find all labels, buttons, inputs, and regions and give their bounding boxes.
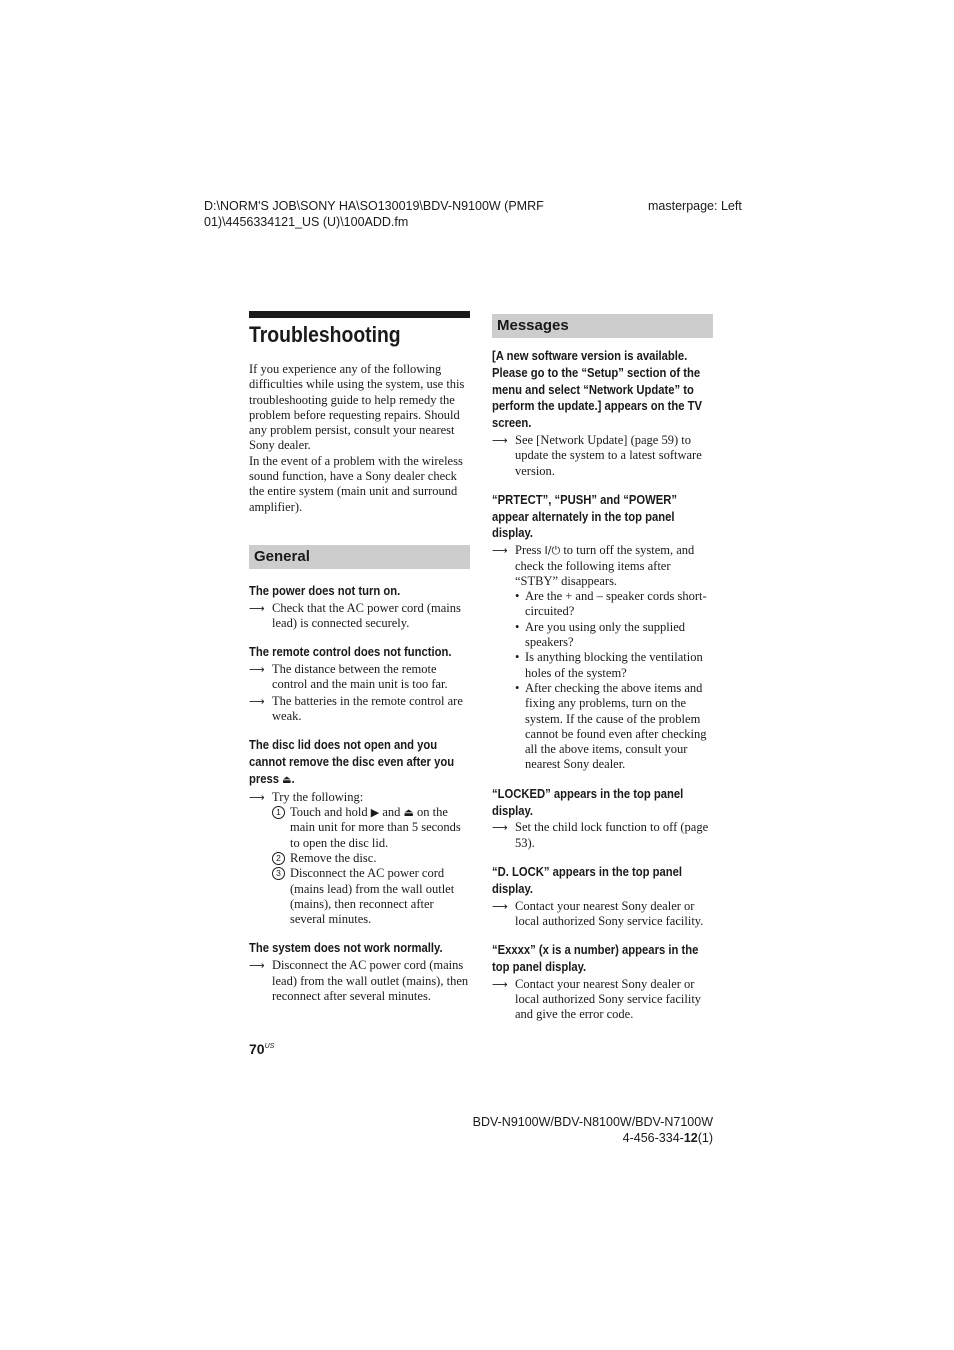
right-arrow-icon: ⟶	[492, 544, 508, 558]
message-protect	[492, 492, 713, 773]
question-power: The power does not turn on.	[249, 583, 401, 598]
eject-icon: ⏏	[403, 806, 414, 820]
page-title: Troubleshooting	[249, 322, 401, 347]
left-column	[249, 311, 470, 1017]
message-locked	[492, 786, 713, 851]
message-error-code-title: “Exxxx” (x is a number) appears in the top panel display.	[492, 943, 699, 974]
right-arrow-icon: ⟶	[492, 433, 508, 447]
faq-power	[249, 583, 470, 631]
right-column	[492, 314, 713, 1036]
eject-icon: ⏏	[282, 772, 292, 786]
faq-disc-lid	[249, 737, 470, 927]
right-arrow-icon: ⟶	[249, 601, 265, 615]
right-arrow-icon: ⟶	[249, 694, 265, 708]
answer-item: ⟶ Contact your nearest Sony dealer or local authorized Sony service facility.	[492, 898, 704, 928]
message-d-lock	[492, 864, 713, 929]
answer-item: ⟶ The distance between the remote control and the main unit is too far.	[249, 662, 448, 692]
check-item: • Are the + and – speaker cords short-circuited?	[515, 589, 707, 619]
power-standby-icon: I/⏻	[544, 544, 561, 558]
play-icon: ▶	[370, 806, 380, 820]
answer-item: ⟶ See [Network Update] (page 59) to update the system to a latest software version.	[492, 432, 702, 478]
check-item: • After checking the above items and fixing any problems, turn on the system. If the cause of the problem cannot be found even after checking all the above items, consult your nearest Sony dealer.	[515, 680, 707, 772]
faq-remote	[249, 644, 470, 724]
message-d-lock-title: “D. LOCK” appears in the top panel display.	[492, 864, 683, 896]
model-list: BDV-N9100W/BDV-N8100W/BDV-N7100W	[472, 1115, 713, 1129]
answer-item: ⟶ Set the child lock function to off (page 53).	[492, 820, 709, 850]
right-arrow-icon: ⟶	[249, 790, 265, 804]
step-number-2: 2	[272, 852, 285, 865]
check-item: • Is anything blocking the ventilation holes of the system?	[515, 650, 703, 680]
right-arrow-icon: ⟶	[492, 821, 508, 835]
section-heading-general: General	[249, 545, 470, 569]
model-footer	[473, 1114, 713, 1146]
answer-item: ⟶ Disconnect the AC power cord (mains lead) from the wall outlet (mains), then reconnect after several minutes.	[249, 958, 469, 1003]
section-heading-messages: Messages	[492, 314, 713, 338]
right-arrow-icon: ⟶	[249, 959, 265, 973]
step-3: 3 Disconnect the AC power cord (mains lead) from the wall outlet (mains), then reconnect after several minutes.	[272, 866, 470, 927]
page-number: $70^{US}$	[249, 1041, 275, 1057]
question-system: The system does not work normally.	[249, 941, 443, 956]
message-protect-title: “PRTECT”, “PUSH” and “POWER” appear alternately in the top panel display.	[492, 492, 678, 541]
step-1: 1 Touch and hold ▶ and ⏏ on the main unit for more than 5 seconds to open the disc lid.	[272, 805, 470, 851]
question-remote: The remote control does not function.	[249, 645, 452, 660]
right-arrow-icon: ⟶	[492, 977, 508, 991]
answer-item: ⟶ Check that the AC power cord (mains lead) is connected securely.	[249, 600, 461, 631]
question-disc-lid: The disc lid does not open and you cannot remove the disc even after you press ⏏.	[249, 738, 455, 786]
title-rule	[249, 311, 470, 348]
intro-paragraph-2: In the event of a problem with the wireless sound function, have a Sony dealer check the entire system (main unit and surround amplifier).	[249, 453, 463, 514]
file-path-line-2: 01)\4456334121_US (U)\100ADD.fm	[204, 215, 409, 229]
answer-item: ⟶ Press I/⏻ to turn off the system, and check the following items after “STBY” disappears. • Are the + and – speaker cords short-circuited? • Are you using only the supplied speakers? • Is anything blocking the ventilation holes of the system? • After checking the above items and fixing any problems, turn on the system. If the cause of the problem cannot be found even after checking all the above items, consult your nearest Sony dealer.	[492, 543, 713, 772]
step-2: 2 Remove the disc.	[272, 851, 470, 866]
message-software	[492, 348, 713, 479]
masterpage-label: masterpage: Left	[648, 199, 742, 213]
document-code: 4-456-334-12(1)	[622, 1131, 713, 1145]
intro-paragraph-1: If you experience any of the following difficulties while using the system, use this troubleshooting guide to help remedy the problem before requesting repairs. Should any problem persist, consult your nearest Sony dealer.	[249, 362, 465, 453]
step-number-1: 1	[272, 806, 285, 819]
faq-system	[249, 940, 470, 1004]
file-path-line-1: D:\NORM'S JOB\SONY HA\SO130019\BDV-N9100W (PMRF	[204, 199, 544, 213]
step-number-3: 3	[272, 867, 285, 880]
answer-item: ⟶ Try the following: 1 Touch and hold ▶ and ⏏ on the main unit for more than 5 seconds to open the disc lid. 2 Remove the disc. 3 Disconnect the AC power cord (mains lead) from the wall outlet (mains), then reconnect after several minutes.	[249, 790, 470, 928]
message-locked-title: “LOCKED” appears in the top panel display.	[492, 786, 684, 818]
message-error-code	[492, 942, 713, 1022]
right-arrow-icon: ⟶	[492, 899, 508, 913]
message-software-title: [A new software version is available. Please go to the “Setup” section of the menu and select “Network Update” to perform the update.] appears on the TV screen.	[492, 349, 703, 431]
answer-item: ⟶ Contact your nearest Sony dealer or local authorized Sony service facility and give the error code.	[492, 976, 702, 1022]
file-path-header	[204, 198, 584, 230]
answer-item: ⟶ The batteries in the remote control are weak.	[249, 693, 463, 724]
right-arrow-icon: ⟶	[249, 663, 265, 677]
check-item: • Are you using only the supplied speakers?	[515, 619, 686, 650]
